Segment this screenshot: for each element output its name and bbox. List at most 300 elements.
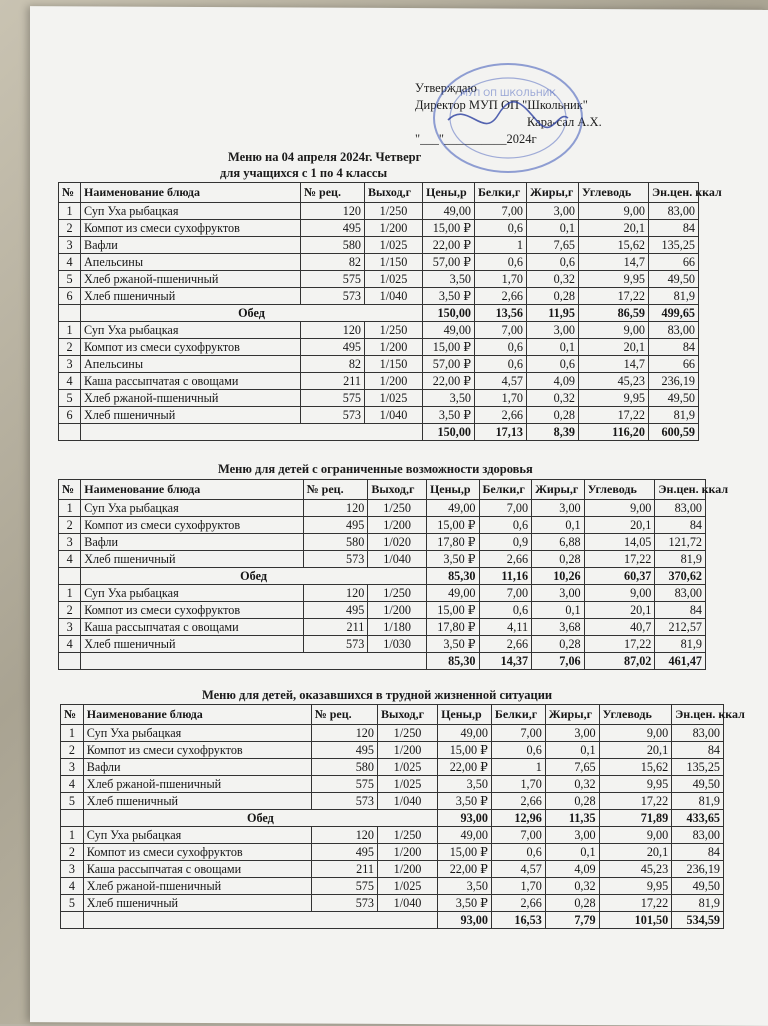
column-header: Белки,г	[491, 705, 545, 725]
total-value: 116,20	[579, 424, 649, 441]
total-value: 71,89	[599, 810, 672, 827]
table-cell: 81,9	[672, 793, 724, 810]
dish-name: Суп Уха рыбацкая	[83, 725, 311, 742]
table-cell: 17,22	[579, 407, 649, 424]
table-cell: 211	[301, 373, 365, 390]
table-row	[59, 237, 699, 254]
table-cell: 0,1	[527, 220, 579, 237]
table-cell: 135,25	[672, 759, 724, 776]
dish-name: Хлеб пшеничный	[81, 636, 303, 653]
table-cell: 0,6	[491, 844, 545, 861]
table-cell: 4	[61, 878, 84, 895]
table-row	[59, 254, 699, 271]
table-cell: 7,00	[479, 500, 532, 517]
table-cell: 5	[59, 271, 81, 288]
table-cell: 84	[655, 602, 706, 619]
table-cell: 14,05	[584, 534, 655, 551]
table-cell: 1/025	[365, 237, 423, 254]
table-cell: 0,28	[545, 793, 599, 810]
table-cell: 7,00	[475, 322, 527, 339]
table-row	[59, 203, 699, 220]
table-row	[61, 844, 724, 861]
table-cell: 3,50	[438, 776, 492, 793]
table-cell: 81,9	[655, 551, 706, 568]
table-cell: 2,66	[475, 407, 527, 424]
column-header: Наименование блюда	[81, 183, 301, 203]
total-row	[61, 810, 724, 827]
table-cell: 1/200	[377, 844, 437, 861]
table-cell: 0,32	[545, 776, 599, 793]
dish-name: Хлеб пшеничный	[81, 551, 303, 568]
table-row	[59, 339, 699, 356]
table-cell: 3,00	[532, 585, 585, 602]
table-cell: 1/030	[368, 636, 427, 653]
table-cell: 81,9	[649, 288, 699, 305]
total-value: 87,02	[584, 653, 655, 670]
table-cell: 1,70	[475, 390, 527, 407]
table-cell: 84	[672, 844, 724, 861]
table-cell: 20,1	[599, 844, 672, 861]
table-cell: 9,00	[579, 203, 649, 220]
table-cell: 1/250	[368, 500, 427, 517]
total-value: 86,59	[579, 305, 649, 322]
section-label: Обед	[83, 810, 437, 827]
table-cell: 1/250	[368, 585, 427, 602]
total-row	[59, 653, 706, 670]
column-header: №	[59, 183, 81, 203]
table-cell: 0,6	[475, 356, 527, 373]
total-value: 85,30	[426, 653, 479, 670]
table-cell	[61, 810, 84, 827]
table-cell: 49,00	[438, 725, 492, 742]
table-header-row	[61, 705, 724, 725]
table-cell: 1/180	[368, 619, 427, 636]
dish-name: Компот из смеси сухофруктов	[83, 742, 311, 759]
table-cell: 0,28	[527, 407, 579, 424]
section-label	[81, 653, 427, 670]
dish-name: Хлеб ржаной-пшеничный	[81, 271, 301, 288]
table-cell: 9,00	[579, 322, 649, 339]
table-cell: 3,50 ₽	[426, 551, 479, 568]
table-cell: 0,28	[532, 551, 585, 568]
table-cell: 0,6	[491, 742, 545, 759]
dish-name: Каша рассыпчатая с овощами	[83, 861, 311, 878]
table-cell: 40,7	[584, 619, 655, 636]
table-row	[61, 742, 724, 759]
table-cell: 17,80 ₽	[426, 534, 479, 551]
table-cell: 22,00 ₽	[438, 759, 492, 776]
table-cell: 15,00 ₽	[426, 517, 479, 534]
table-row	[59, 288, 699, 305]
table-cell: 1/040	[377, 895, 437, 912]
table-row	[59, 271, 699, 288]
total-value: 17,13	[475, 424, 527, 441]
total-row	[61, 912, 724, 929]
dish-name: Каша рассыпчатая с овощами	[81, 619, 303, 636]
column-header: Углеводь	[599, 705, 672, 725]
table-row	[59, 220, 699, 237]
table-cell: 121,72	[655, 534, 706, 551]
table-cell: 1/200	[368, 517, 427, 534]
table-cell: 4,09	[527, 373, 579, 390]
table-cell: 49,00	[423, 203, 475, 220]
table-cell: 57,00 ₽	[423, 254, 475, 271]
table-cell: 575	[311, 776, 377, 793]
official-stamp	[428, 60, 588, 180]
table-cell: 4	[59, 636, 81, 653]
total-value: 370,62	[655, 568, 706, 585]
table-cell: 49,50	[672, 776, 724, 793]
table-cell: 573	[311, 895, 377, 912]
table-cell: 495	[303, 517, 368, 534]
column-header: №	[59, 480, 81, 500]
table-cell: 15,00 ₽	[426, 602, 479, 619]
table-cell: 9,00	[599, 827, 672, 844]
table-cell: 1/025	[377, 776, 437, 793]
table-cell: 3,50 ₽	[438, 793, 492, 810]
dish-name: Суп Уха рыбацкая	[83, 827, 311, 844]
total-value: 600,59	[649, 424, 699, 441]
column-header: № рец.	[303, 480, 368, 500]
table-row	[61, 878, 724, 895]
dish-name: Суп Уха рыбацкая	[81, 203, 301, 220]
section-label: Обед	[81, 305, 423, 322]
total-value: 93,00	[438, 912, 492, 929]
table-cell: 575	[301, 271, 365, 288]
table-cell: 15,00 ₽	[423, 220, 475, 237]
table-cell: 3,50 ₽	[423, 407, 475, 424]
table-cell: 0,28	[532, 636, 585, 653]
table-cell: 49,00	[426, 500, 479, 517]
table-cell: 5	[59, 390, 81, 407]
total-value: 101,50	[599, 912, 672, 929]
table-cell	[61, 912, 84, 929]
table-cell: 20,1	[579, 339, 649, 356]
table-cell: 45,23	[599, 861, 672, 878]
table-cell: 0,32	[527, 390, 579, 407]
table-cell: 580	[311, 759, 377, 776]
total-value: 13,56	[475, 305, 527, 322]
table-cell: 573	[303, 551, 368, 568]
table-cell: 9,00	[584, 500, 655, 517]
table-cell: 495	[311, 844, 377, 861]
table-row	[59, 602, 706, 619]
table-cell: 9,95	[579, 271, 649, 288]
table-row	[59, 619, 706, 636]
approval-line-4: "___"__________2024г	[415, 132, 537, 146]
table-cell: 1	[59, 203, 81, 220]
table-cell: 573	[303, 636, 368, 653]
table-cell: 1/250	[377, 827, 437, 844]
table-cell: 7,00	[491, 725, 545, 742]
table-cell: 84	[649, 220, 699, 237]
table-cell: 0,1	[532, 602, 585, 619]
table-cell: 1/025	[377, 759, 437, 776]
table-cell: 3,00	[527, 322, 579, 339]
table-cell: 15,62	[579, 237, 649, 254]
column-header: Эн.цен. ккал	[672, 705, 724, 725]
table-cell: 0,32	[527, 271, 579, 288]
table-row	[59, 636, 706, 653]
table-cell: 0,28	[545, 895, 599, 912]
table-cell: 4	[59, 551, 81, 568]
table-row	[61, 827, 724, 844]
table-cell: 20,1	[599, 742, 672, 759]
table-cell: 1	[59, 322, 81, 339]
table-cell: 6	[59, 288, 81, 305]
table-cell: 3	[61, 759, 84, 776]
table-cell: 0,6	[479, 517, 532, 534]
table-cell: 0,1	[527, 339, 579, 356]
column-header: Белки,г	[479, 480, 532, 500]
menu-table-grades-1-4	[58, 182, 722, 441]
table-cell: 0,6	[527, 254, 579, 271]
column-header: Жиры,г	[545, 705, 599, 725]
table-cell: 81,9	[672, 895, 724, 912]
table-cell: 2	[59, 517, 81, 534]
table-cell: 1/200	[365, 339, 423, 356]
table-cell: 0,6	[527, 356, 579, 373]
table-cell: 3	[59, 356, 81, 373]
total-value: 7,06	[532, 653, 585, 670]
table-cell: 1	[475, 237, 527, 254]
table-cell: 1/040	[368, 551, 427, 568]
table-cell: 120	[303, 585, 368, 602]
table-cell: 1/040	[365, 288, 423, 305]
table-cell: 3	[59, 237, 81, 254]
column-header: № рец.	[301, 183, 365, 203]
dish-name: Хлеб ржаной-пшеничный	[81, 390, 301, 407]
table-cell: 20,1	[584, 517, 655, 534]
table-cell: 2,66	[479, 551, 532, 568]
table-cell: 1/200	[377, 742, 437, 759]
table-cell: 1,70	[491, 776, 545, 793]
section-label	[83, 912, 437, 929]
dish-name: Апельсины	[81, 254, 301, 271]
table-cell: 83,00	[672, 827, 724, 844]
table-row	[61, 895, 724, 912]
table-cell: 7,65	[545, 759, 599, 776]
table-row	[59, 356, 699, 373]
table-row	[61, 793, 724, 810]
table-cell: 495	[311, 742, 377, 759]
table-cell: 49,00	[426, 585, 479, 602]
menu-table-limited-health	[58, 479, 729, 670]
dish-name: Хлеб ржаной-пшеничный	[83, 878, 311, 895]
total-row	[59, 305, 699, 322]
dish-name: Хлеб пшеничный	[81, 288, 301, 305]
table-cell: 1/025	[365, 271, 423, 288]
table-cell: 1/025	[365, 390, 423, 407]
total-value: 10,26	[532, 568, 585, 585]
table-row	[59, 585, 706, 602]
table-cell: 1/025	[377, 878, 437, 895]
column-header: Цены,р	[438, 705, 492, 725]
table-cell: 20,1	[579, 220, 649, 237]
table-cell: 120	[301, 203, 365, 220]
table-cell: 1/200	[365, 220, 423, 237]
table-cell: 3	[59, 534, 81, 551]
table-cell: 22,00 ₽	[423, 373, 475, 390]
table-cell: 81,9	[655, 636, 706, 653]
total-value: 12,96	[491, 810, 545, 827]
table-cell: 3,50	[423, 271, 475, 288]
table-header-row	[59, 480, 706, 500]
dish-name: Суп Уха рыбацкая	[81, 500, 303, 517]
table-cell: 49,00	[438, 827, 492, 844]
dish-name: Компот из смеси сухофруктов	[81, 220, 301, 237]
table-cell: 4	[59, 373, 81, 390]
column-header: Наименование блюда	[83, 705, 311, 725]
total-value: 85,30	[426, 568, 479, 585]
table-cell: 7,00	[491, 827, 545, 844]
table-cell: 1/150	[365, 356, 423, 373]
table-cell: 2	[59, 602, 81, 619]
table-cell: 15,00 ₽	[423, 339, 475, 356]
table-cell: 14,7	[579, 254, 649, 271]
table-cell: 4,57	[491, 861, 545, 878]
table-cell: 495	[301, 220, 365, 237]
menu-table-difficult-situation	[60, 704, 745, 929]
table-cell: 2,66	[491, 895, 545, 912]
table-cell: 236,19	[672, 861, 724, 878]
total-value: 11,35	[545, 810, 599, 827]
table-cell: 49,50	[649, 390, 699, 407]
dish-name: Вафли	[81, 534, 303, 551]
table-cell: 14,7	[579, 356, 649, 373]
table-cell: 3,68	[532, 619, 585, 636]
table-cell: 20,1	[584, 602, 655, 619]
table-cell: 3,00	[532, 500, 585, 517]
column-header: Жиры,г	[532, 480, 585, 500]
table-cell: 1	[59, 585, 81, 602]
table-cell: 3,50 ₽	[426, 636, 479, 653]
table-cell: 17,22	[599, 793, 672, 810]
dish-name: Вафли	[81, 237, 301, 254]
table-cell: 0,6	[475, 220, 527, 237]
table-row	[59, 373, 699, 390]
table-cell: 580	[301, 237, 365, 254]
table-cell: 49,00	[423, 322, 475, 339]
table-row	[59, 322, 699, 339]
table-cell: 495	[303, 602, 368, 619]
table-cell: 84	[649, 339, 699, 356]
table-cell: 66	[649, 254, 699, 271]
table-cell: 81,9	[649, 407, 699, 424]
section-label	[81, 424, 423, 441]
table-cell: 2,66	[491, 793, 545, 810]
table-cell: 15,00 ₽	[438, 844, 492, 861]
column-header: Цены,р	[423, 183, 475, 203]
table-cell: 9,95	[599, 878, 672, 895]
column-header: Цены,р	[426, 480, 479, 500]
dish-name: Хлеб пшеничный	[83, 895, 311, 912]
table-cell: 1,70	[475, 271, 527, 288]
table-row	[61, 759, 724, 776]
column-header: Белки,г	[475, 183, 527, 203]
table-cell: 82	[301, 254, 365, 271]
column-header: Жиры,г	[527, 183, 579, 203]
total-value: 60,37	[584, 568, 655, 585]
approval-line-1: Утверждаю	[415, 81, 477, 95]
dish-name: Компот из смеси сухофруктов	[81, 339, 301, 356]
table-row	[59, 407, 699, 424]
table-cell: 573	[301, 407, 365, 424]
table-cell: 6	[59, 407, 81, 424]
total-value: 16,53	[491, 912, 545, 929]
table-cell: 495	[301, 339, 365, 356]
total-value: 499,65	[649, 305, 699, 322]
table-cell: 212,57	[655, 619, 706, 636]
total-value: 8,39	[527, 424, 579, 441]
table-cell: 4,11	[479, 619, 532, 636]
table-cell: 1/200	[368, 602, 427, 619]
dish-name: Апельсины	[81, 356, 301, 373]
table-cell: 9,00	[599, 725, 672, 742]
total-row	[59, 568, 706, 585]
table-cell: 84	[672, 742, 724, 759]
table-cell: 49,50	[649, 271, 699, 288]
table-row	[59, 390, 699, 407]
table-cell: 0,6	[475, 339, 527, 356]
table-cell: 17,22	[584, 551, 655, 568]
approval-line-2: Директор МУП ОП "Школьник"	[415, 98, 588, 112]
column-header: Эн.цен. ккал	[655, 480, 706, 500]
dish-name: Компот из смеси сухофруктов	[81, 602, 303, 619]
table-cell: 1	[491, 759, 545, 776]
dish-name: Суп Уха рыбацкая	[81, 585, 303, 602]
table-row	[61, 725, 724, 742]
table-row	[61, 776, 724, 793]
table-cell: 1	[61, 827, 84, 844]
dish-name: Хлеб пшеничный	[81, 407, 301, 424]
table-cell: 22,00 ₽	[438, 861, 492, 878]
dish-name: Хлеб пшеничный	[83, 793, 311, 810]
table-cell: 9,95	[599, 776, 672, 793]
table-cell: 4,57	[475, 373, 527, 390]
table-cell: 49,50	[672, 878, 724, 895]
table-cell: 580	[303, 534, 368, 551]
table-cell: 4,09	[545, 861, 599, 878]
column-header: Углеводь	[579, 183, 649, 203]
total-row	[59, 424, 699, 441]
total-value: 150,00	[423, 424, 475, 441]
table-cell: 0,1	[532, 517, 585, 534]
table-cell: 9,00	[584, 585, 655, 602]
table-cell: 82	[301, 356, 365, 373]
total-value: 461,47	[655, 653, 706, 670]
table-cell: 1	[59, 500, 81, 517]
table-cell: 4	[61, 776, 84, 793]
column-header: Выход,г	[368, 480, 427, 500]
table-cell: 0,28	[527, 288, 579, 305]
table-cell: 211	[311, 861, 377, 878]
table-cell: 2,66	[475, 288, 527, 305]
column-header: № рец.	[311, 705, 377, 725]
table-cell: 7,00	[475, 203, 527, 220]
section-label: Обед	[81, 568, 427, 585]
table-cell: 3,50	[423, 390, 475, 407]
table-cell: 17,22	[579, 288, 649, 305]
table-cell: 3	[61, 861, 84, 878]
table-cell: 3,50	[438, 878, 492, 895]
approval-line-3: Кара-сал А.Х.	[527, 115, 602, 129]
table-cell: 84	[655, 517, 706, 534]
table-cell: 15,00 ₽	[438, 742, 492, 759]
table-cell: 2	[61, 844, 84, 861]
table-cell: 211	[303, 619, 368, 636]
table-cell: 1/250	[365, 203, 423, 220]
